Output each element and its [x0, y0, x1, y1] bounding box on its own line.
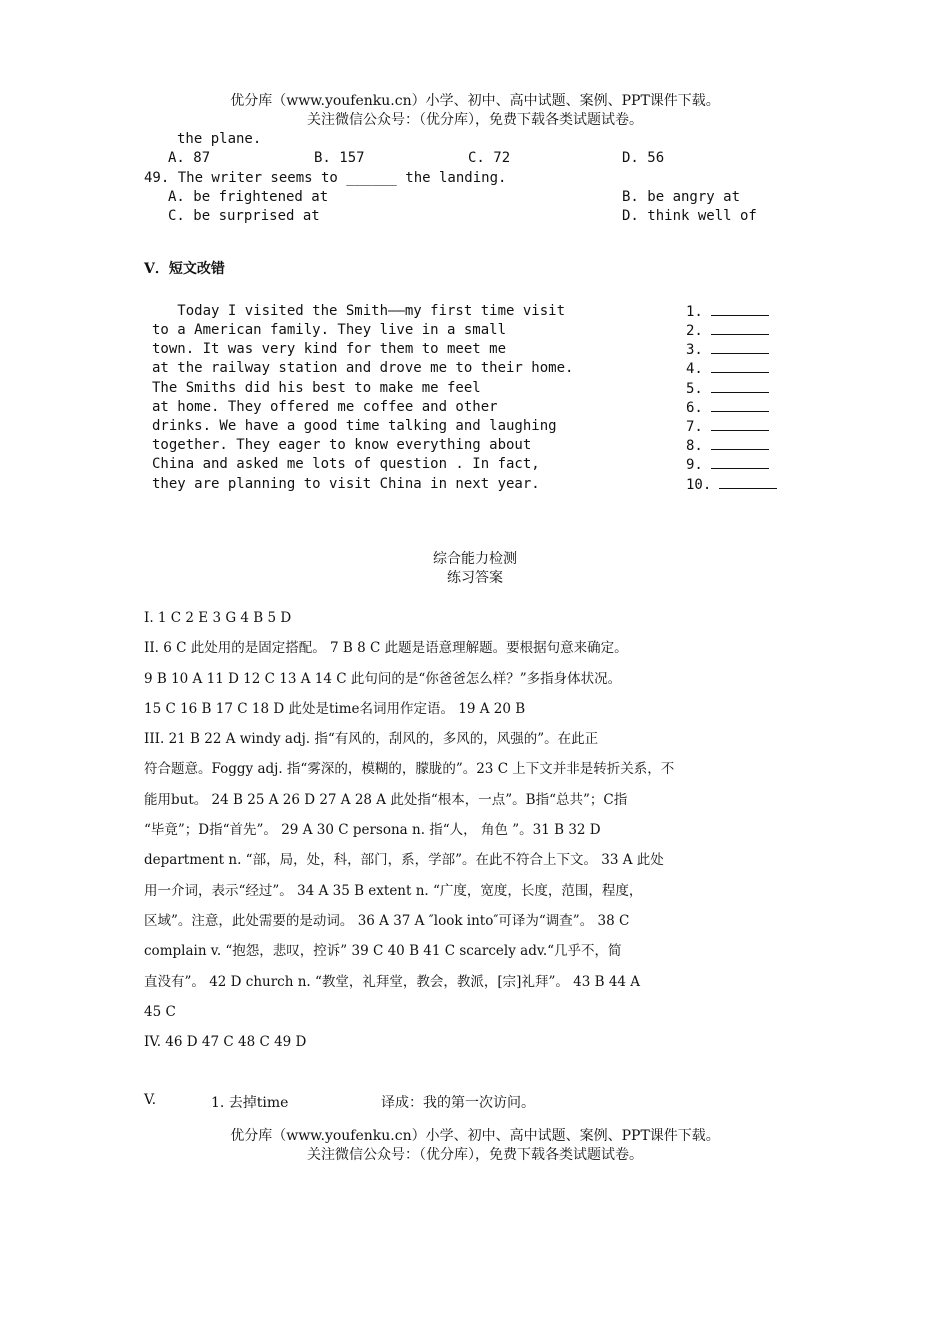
passage-line: together. They eager to know everything about [152, 437, 532, 453]
q48-option-c: C. 72 [468, 150, 511, 166]
q48-option-d: D. 56 [622, 150, 665, 166]
answer-line: III. 21 B 22 A windy adj. 指“有风的，刮风的，多风的，风强的”。在此正 [144, 731, 599, 748]
footer-line-1: 优分库（www.youfenku.cn）小学、初中、高中试题、案例、PPT课件下载。 [230, 1128, 720, 1144]
header-line-1: 优分库（www.youfenku.cn）小学、初中、高中试题、案例、PPT课件下载。 [230, 93, 720, 109]
passage-line: Today I visited the Smith——my first time visit [152, 303, 566, 319]
blank-line [711, 360, 769, 373]
answer-line: I. 1 C 2 E 3 G 4 B 5 D [144, 610, 292, 626]
passage-line: China and asked me lots of question . In fact, [152, 456, 540, 472]
blank-number: 8. [686, 438, 703, 454]
blank-10 [686, 476, 777, 493]
q49-stem: 49. The writer seems to ______ the landing. [144, 170, 507, 186]
q49-option-b: B. be angry at [622, 189, 741, 205]
answers-body [144, 603, 816, 1057]
passage-line: to a American family. They live in a small [152, 322, 507, 338]
blank-number: 4. [686, 361, 703, 377]
answer-line: 区域”。注意，此处需要的是动词。 36 A 37 A ″look into″可译为“调查”。 38 C [144, 912, 630, 929]
section-v-title: V．短文改错 [144, 261, 225, 277]
answer-line: 9 B 10 A 11 D 12 C 13 A 14 C 此句问的是“你爸爸怎么样？”多指身体状况。 [144, 670, 622, 687]
answer-line: 用一介词，表示“经过”。 34 A 35 B extent n. “广度，宽度，长度，范围，程度， [144, 882, 643, 899]
q48-tail: the plane. [177, 131, 262, 147]
blank-number: 7. [686, 419, 703, 435]
blank-line [711, 380, 769, 393]
answers-v-item: 1. 去掉time [211, 1095, 289, 1111]
blank-number: 1. [686, 304, 703, 320]
blank-8 [686, 437, 769, 454]
passage-line: they are planning to visit China in next year. [152, 476, 540, 492]
blank-number: 6. [686, 400, 703, 416]
q48-option-a: A. 87 [168, 150, 211, 166]
blank-line [719, 476, 777, 489]
blank-number: 10. [686, 477, 712, 493]
answers-title: 综合能力检测 [433, 551, 517, 567]
blank-2 [686, 322, 769, 339]
answer-line: “毕竟”；D指“首先”。 29 A 30 C persona n. 指“人， 角色 ”。31 B 32 D [144, 822, 601, 839]
blank-6 [686, 399, 769, 416]
passage-line: drinks. We have a good time talking and laughing [152, 418, 557, 434]
header-line-2: 关注微信公众号：（优分库），免费下载各类试题试卷。 [307, 112, 643, 128]
answer-line: department n. “部，局，处，科，部门，系，学部”。在此不符合上下文。 33 A 此处 [144, 852, 664, 869]
footer-line-2: 关注微信公众号：（优分库），免费下载各类试题试卷。 [307, 1147, 643, 1163]
blank-number: 2. [686, 323, 703, 339]
answer-line: 15 C 16 B 17 C 18 D 此处是time名词用作定语。 19 A 20 B [144, 700, 526, 717]
answer-line: 45 C [144, 1003, 176, 1020]
answers-v-translation: 译成：我的第一次访问。 [381, 1095, 535, 1111]
blank-line [711, 341, 769, 354]
blank-line [711, 303, 769, 316]
answers-v-label: V. [144, 1092, 157, 1108]
blank-7 [686, 418, 769, 435]
passage-line: at home. They offered me coffee and other [152, 399, 498, 415]
blank-line [711, 437, 769, 450]
blank-number: 3. [686, 342, 703, 358]
answer-line: II. 6 C 此处用的是固定搭配。 7 B 8 C 此题是语意理解题。要根据句意来确定。 [144, 640, 628, 657]
answer-line: IV. 46 D 47 C 48 C 49 D [144, 1034, 307, 1051]
blank-line [711, 322, 769, 335]
answer-line: 直没有”。 42 D church n. “教堂，礼拜堂，教会，教派，[宗]礼拜”。 43 B 44 A [144, 973, 641, 990]
passage-line: at the railway station and drove me to their home. [152, 360, 574, 376]
passage-line: The Smiths did his best to make me feel [152, 380, 481, 396]
blank-1 [686, 303, 769, 320]
blank-5 [686, 380, 769, 397]
q48-option-b: B. 157 [314, 150, 365, 166]
answer-line: complain v. “抱怨，悲叹，控诉” 39 C 40 B 41 C scarcely adv.“几乎不，简 [144, 943, 622, 960]
answers-subtitle: 练习答案 [447, 570, 503, 586]
q49-option-a: A. be frightened at [168, 189, 329, 205]
passage-line: town. It was very kind for them to meet me [152, 341, 507, 357]
blank-3 [686, 341, 769, 358]
q49-option-c: C. be surprised at [168, 208, 320, 224]
blank-number: 9. [686, 457, 703, 473]
blank-9 [686, 456, 769, 473]
blank-line [711, 399, 769, 412]
answer-line: 能用but。 24 B 25 A 26 D 27 A 28 A 此处指“根本，一点”。B指“总共”；C指 [144, 791, 628, 808]
q49-option-d: D. think well of [622, 208, 757, 224]
blank-line [711, 456, 769, 469]
blank-line [711, 418, 769, 431]
answer-line: 符合题意。Foggy adj. 指“雾深的，模糊的，朦胧的”。23 C 上下文并非是转折关系，不 [144, 761, 675, 778]
blank-number: 5. [686, 381, 703, 397]
blank-4 [686, 360, 769, 377]
